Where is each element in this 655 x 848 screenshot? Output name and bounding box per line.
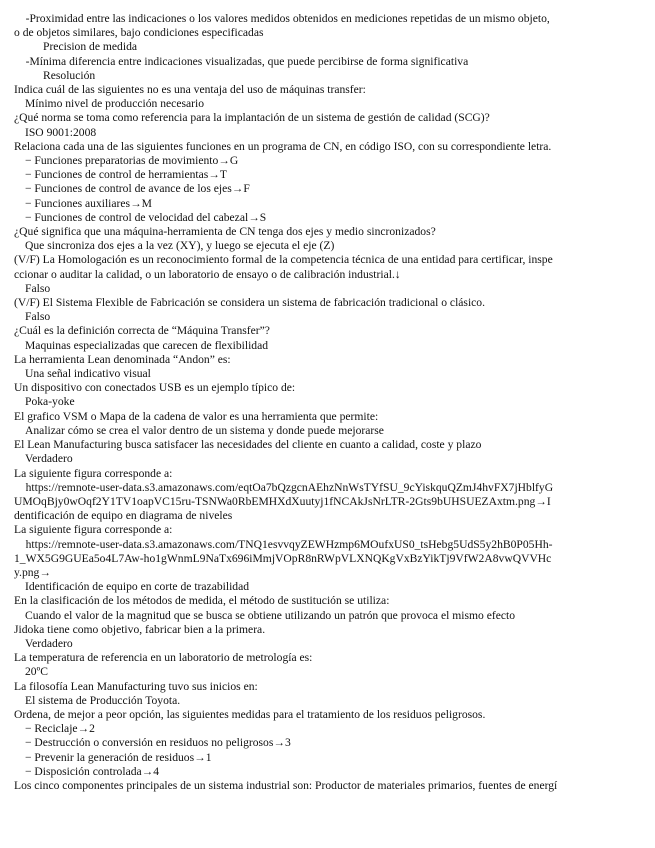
- text-line: Que sincroniza dos ejes a la vez (XY), y luego se ejecuta el eje (Z): [25, 239, 335, 253]
- text-line: La siguiente figura corresponde a:: [14, 523, 173, 537]
- text-line: ¿Qué significa que una máquina-herramienta de CN tenga dos ejes y medio sincronizados?: [14, 225, 436, 239]
- text-line: ccionar o auditar la calidad, o un laboratorio de ensayo o de calibración industrial.↓: [14, 267, 401, 281]
- text-line: La filosofía Lean Manufacturing tuvo sus inicios en:: [14, 679, 258, 693]
- text-line: 20ºC: [25, 665, 48, 679]
- text-line: -Mínima diferencia entre indicaciones visualizadas, que puede percibirse de forma significativa: [14, 54, 469, 68]
- text-line: − Funciones preparatorias de movimiento→G: [25, 154, 239, 168]
- text-line: Los cinco componentes principales de un sistema industrial son: Productor de materiales primarios, fuentes de energí: [14, 778, 558, 792]
- text-line: La herramienta Lean denominada “Andon” es:: [14, 352, 231, 366]
- text-line: UMOqBjy0wOqf2Y1TV1oapVC15ru-TSNWa0RbEMHXdXuutyj1fNCAkJsNrLTR-2Gts9bUHSUEZAxtm.png→I: [14, 494, 551, 508]
- text-line: El Lean Manufacturing busca satisfacer las necesidades del cliente en cuanto a calidad, coste y plazo: [14, 438, 482, 452]
- text-line: El grafico VSM o Mapa de la cadena de valor es una herramienta que permite:: [14, 409, 379, 423]
- text-line: ISO 9001:2008: [25, 125, 97, 139]
- text-line: ¿Qué norma se toma como referencia para la implantación de un sistema de gestión de calidad (SCG)?: [14, 111, 490, 125]
- text-line: Relaciona cada una de las siguientes funciones en un programa de CN, en código ISO, con su correspondiente letra.: [14, 139, 552, 153]
- text-line: En la clasificación de los métodos de medida, el método de sustitución se utiliza:: [14, 594, 390, 608]
- text-line: Analizar cómo se crea el valor dentro de un sistema y donde puede mejorarse: [25, 423, 384, 437]
- text-line: Verdadero: [25, 636, 73, 650]
- text-line: Falso: [25, 310, 51, 324]
- text-line: Cuando el valor de la magnitud que se busca se obtiene utilizando un patrón que provoca el mismo efecto: [25, 608, 516, 622]
- text-line: -Proximidad entre las indicaciones o los valores medidos obtenidos en mediciones repetidas de un mismo objeto,: [14, 12, 550, 25]
- text-line: − Funciones de control de velocidad del cabezal→S: [25, 210, 267, 224]
- text-line: Resolución: [43, 68, 96, 82]
- text-line: Indica cuál de las siguientes no es una ventaja del uso de máquinas transfer:: [14, 83, 366, 97]
- text-line: Identificación de equipo en corte de trazabilidad: [25, 580, 250, 594]
- text-line: o de objetos similares, bajo condiciones especificadas: [14, 26, 264, 40]
- text-line: (V/F) La Homologación es un reconocimiento formal de la competencia técnica de una entidad para certificar, inspe: [14, 253, 553, 267]
- document-body: [14, 12, 646, 793]
- text-line: − Funciones de control de avance de los ejes→F: [25, 182, 250, 196]
- text-line: − Funciones auxiliares→M: [25, 196, 152, 210]
- text-line: 1_WX5G9GUEa5o4L7Aw-ho1gWnmL9NaTx696iMmjVOpR8nRWpVLXNQKgVxBzYikTj9VfW2A8vwQVVHc: [14, 551, 552, 565]
- text-line: Una señal indicativo visual: [25, 367, 151, 381]
- text-line: − Destrucción o conversión en residuos no peligrosos→3: [25, 736, 291, 750]
- text-line: ¿Cuál es la definición correcta de “Máquina Transfer”?: [14, 324, 270, 338]
- text-line: https://remnote-user-data.s3.amazonaws.com/eqtOa7bQzgcnAEhzNnWsTYfSU_9cYiskquQZmJ4hvFX7jHblfyG: [14, 480, 554, 494]
- text-line: Precision de medida: [43, 40, 138, 54]
- text-line: https://remnote-user-data.s3.amazonaws.com/TNQ1esvvqyZEWHzmp6MOufxUS0_tsHebg5UdS5y2hB0P05Hh-: [14, 537, 553, 551]
- text-line: − Prevenir la generación de residuos→1: [25, 750, 212, 764]
- text-line: − Reciclaje→2: [25, 722, 95, 736]
- text-line: (V/F) El Sistema Flexible de Fabricación se considera un sistema de fabricación tradicional o clásico.: [14, 296, 486, 310]
- text-line: Maquinas especializadas que carecen de flexibilidad: [25, 338, 269, 352]
- text-line: − Funciones de control de herramientas→T: [25, 168, 227, 182]
- text-line: Mínimo nivel de producción necesario: [25, 97, 205, 111]
- text-line: dentificación de equipo en diagrama de niveles: [14, 509, 233, 523]
- text-line: El sistema de Producción Toyota.: [25, 693, 181, 707]
- text-line: Poka-yoke: [25, 395, 75, 409]
- text-line: Ordena, de mejor a peor opción, las siguientes medidas para el tratamiento de los residuos peligrosos.: [14, 707, 486, 721]
- text-line: − Disposición controlada→4: [25, 764, 160, 778]
- text-line: La siguiente figura corresponde a:: [14, 466, 173, 480]
- text-line: Un dispositivo con conectados USB es un ejemplo típico de:: [14, 381, 296, 395]
- text-line: Verdadero: [25, 452, 73, 466]
- text-line: Jidoka tiene como objetivo, fabricar bien a la primera.: [14, 622, 266, 636]
- text-line: La temperatura de referencia en un laboratorio de metrología es:: [14, 651, 313, 665]
- text-line: y.png→: [14, 565, 51, 579]
- text-line: Falso: [25, 281, 51, 295]
